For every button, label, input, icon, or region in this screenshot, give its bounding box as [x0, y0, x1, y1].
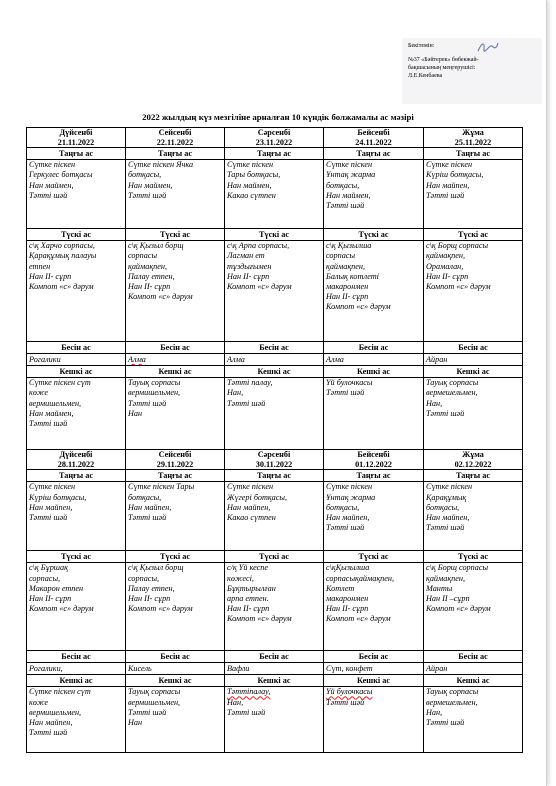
food-line: Тауық сорпасы — [426, 378, 479, 388]
food-line: ботқасы, — [426, 502, 460, 512]
food-line: сорпасы, — [128, 573, 160, 583]
food-line: с\қ Бұршақ — [29, 563, 68, 573]
meal-label-row — [27, 551, 523, 563]
food-cell — [126, 687, 225, 753]
meal-label: Бесін ас — [424, 651, 523, 663]
food-line: Алма — [227, 355, 245, 365]
food-line: Геркулес ботқасы — [29, 170, 93, 180]
food-cell — [126, 241, 225, 342]
food-line: Нан II- сұрп — [29, 271, 72, 281]
approval-line-4: Л.Е.Кенбаева — [408, 73, 443, 79]
food-line: с\қ Борщ сорпасы — [426, 241, 489, 251]
food-line: Тәтті шәй — [426, 408, 465, 418]
food-line: Тәтті шәй — [128, 398, 167, 408]
food-line: Вафли — [227, 664, 250, 674]
food-line: Компот «с» дәрум — [426, 604, 491, 614]
approval-stamp — [402, 38, 542, 104]
food-line: Тәтті палау, — [227, 378, 273, 388]
day-name: Дүйсенбі — [59, 450, 93, 460]
food-cell — [424, 663, 523, 675]
food-cell — [126, 378, 225, 450]
food-line: Нан маймен, — [227, 180, 272, 190]
meal-label: Түскі ас — [126, 229, 225, 241]
meal-label: Түскі ас — [324, 229, 424, 241]
food-line: вермишельмен, — [128, 388, 181, 398]
food-line: Тары ботқасы, — [227, 170, 281, 180]
food-cell — [424, 354, 523, 366]
food-line: арпа етпен. — [227, 593, 269, 603]
food-line: Тәтті шәй — [426, 190, 465, 200]
day-header-row — [27, 128, 523, 148]
food-line: Сүтке піскен Ячка — [128, 160, 194, 170]
food-line: қаймақпен, — [426, 573, 466, 583]
food-line: Ұнтақ жарма — [326, 170, 376, 180]
food-cell — [27, 687, 126, 753]
meal-label: Таңғы ас — [225, 470, 324, 482]
food-cell — [126, 563, 225, 651]
food-cell — [225, 378, 324, 450]
food-line: Сүтке піскен — [326, 482, 373, 492]
food-line: Нан маймен, — [128, 180, 173, 190]
meal-label-row — [27, 366, 523, 378]
meal-food-row — [27, 378, 523, 450]
meal-food-row — [27, 687, 523, 753]
food-line: макаронмен — [326, 593, 369, 603]
food-cell — [324, 160, 424, 229]
food-line: Орамалан, — [426, 261, 464, 271]
meal-label: Бесін ас — [126, 342, 225, 354]
meal-label: Кешкі ас — [324, 675, 424, 687]
day-date: 21.11.2022 — [57, 137, 95, 147]
food-line: Сүтке піскен — [227, 160, 274, 170]
meal-label: Бесін ас — [27, 651, 126, 663]
food-line: Компот «с» дәрум — [426, 282, 491, 291]
food-line: Тәтті шәй — [128, 707, 167, 717]
food-cell — [126, 482, 225, 551]
food-cell — [424, 482, 523, 551]
food-line: Тәтті шәй — [29, 419, 68, 428]
meal-label: Түскі ас — [126, 551, 225, 563]
food-line: ботқасы, — [128, 492, 162, 502]
food-line: Нан майпен, — [128, 502, 172, 512]
day-name: Дүйсенбі — [59, 128, 93, 137]
meal-label-row — [27, 229, 523, 241]
food-line: Нан II- сұрп — [227, 271, 270, 281]
food-cell — [324, 241, 424, 342]
meal-label: Түскі ас — [225, 229, 324, 241]
day-name: Бейсенбі — [357, 450, 390, 460]
food-line: ботқасы, — [326, 502, 360, 512]
food-line: Нан майпен, — [426, 180, 470, 190]
food-cell — [225, 354, 324, 366]
food-line: Сүт, конфет — [326, 664, 373, 674]
food-line: Сүтке піскен — [29, 160, 76, 170]
day-date: 22.11.2022 — [156, 137, 194, 147]
food-line: Айран — [426, 664, 448, 674]
meal-label: Бесін ас — [225, 651, 324, 663]
meal-label-row — [27, 675, 523, 687]
approval-line-3: бақшасының меңгерушісі: — [408, 65, 476, 71]
food-line: Тәтті шәй — [227, 398, 266, 408]
food-cell — [225, 241, 324, 342]
food-line: Нан маймен, — [29, 408, 74, 418]
food-cell — [225, 687, 324, 753]
food-line: Нан II- сұрп — [426, 271, 469, 281]
food-line: Котлет — [326, 583, 355, 593]
food-line: Тауық сорпасы — [426, 687, 479, 697]
food-line: Үй булочкасы — [326, 378, 373, 388]
day-date: 29.11.2022 — [156, 459, 194, 469]
food-cell — [324, 482, 424, 551]
food-line: Тәтті шәй — [426, 717, 465, 727]
food-line: Нан — [128, 717, 143, 727]
food-cell — [424, 378, 523, 450]
food-line: Сүтке піскен сүт — [29, 687, 91, 697]
meal-label: Кешкі ас — [324, 366, 424, 378]
food-cell — [27, 241, 126, 342]
meal-label: Түскі ас — [424, 551, 523, 563]
meal-label: Кешкі ас — [225, 675, 324, 687]
food-line: Палау етпен, — [128, 271, 175, 281]
day-name: Сәрсенбі — [257, 128, 291, 137]
food-line: с\қ Қызыл борщ — [128, 241, 184, 251]
food-line: Манты — [426, 583, 453, 593]
food-cell — [424, 563, 523, 651]
food-line: вермишельмен, — [29, 398, 82, 408]
food-cell — [324, 663, 424, 675]
day-date: 23.11.2022 — [255, 137, 293, 147]
food-line: Ұнтақ жарма — [326, 492, 376, 502]
food-cell — [424, 241, 523, 342]
food-line: Алма — [128, 355, 146, 365]
food-cell — [324, 378, 424, 450]
meal-label-row — [27, 651, 523, 663]
food-line: Күріш ботқасы, — [426, 170, 484, 180]
signature-icon — [476, 40, 500, 54]
food-line: Сүтке піскен — [426, 160, 473, 170]
food-line: Тәтті шәй — [128, 190, 167, 200]
food-line: Жүгері ботқасы, — [227, 492, 288, 502]
food-line: Рогалики — [29, 355, 61, 365]
day-date: 30.11.2022 — [255, 459, 293, 469]
food-line: Сүтке піскен — [426, 482, 473, 492]
food-line: с\қ Қызыл борщ — [128, 563, 184, 573]
meal-label: Таңғы ас — [424, 470, 523, 482]
meal-food-row — [27, 482, 523, 551]
food-line: Компот «с» дәрум — [29, 282, 94, 291]
day-date: 28.11.2022 — [57, 459, 95, 469]
meal-label: Бесін ас — [126, 651, 225, 663]
food-line: Тәтті шәй — [326, 388, 365, 398]
food-line: Тәтті шәй — [326, 697, 365, 707]
meal-label: Кешкі ас — [225, 366, 324, 378]
food-line: Компот «с» дәрум — [29, 604, 94, 614]
food-line: сорпасы — [326, 251, 355, 261]
day-name: Сәрсенбі — [257, 450, 291, 460]
food-line: Нан маймен, — [326, 190, 371, 200]
menu-title: 2022 жылдың күз мезгіліне арналған 10 күндік болжамалы ас мәзірі — [142, 112, 414, 122]
meal-label: Кешкі ас — [424, 366, 523, 378]
day-header — [424, 128, 523, 148]
meal-label: Түскі ас — [27, 229, 126, 241]
food-cell — [27, 563, 126, 651]
food-line: көже — [29, 388, 49, 398]
food-line: Тәтті шәй — [426, 523, 465, 533]
food-line: Қарақұмық — [426, 492, 467, 502]
meal-label: Кешкі ас — [27, 366, 126, 378]
food-line: Нан II- сұрп — [326, 604, 369, 614]
meal-label: Кешкі ас — [27, 675, 126, 687]
food-line: Нан майпен, — [29, 502, 73, 512]
food-line: Сүтке піскен Тары — [128, 482, 195, 492]
food-line: с\қ Қызылша — [326, 241, 372, 251]
meal-label: Таңғы ас — [27, 148, 126, 160]
food-line: Айран — [426, 355, 448, 365]
day-header — [27, 450, 126, 470]
food-line: Нан майпен, — [326, 512, 370, 522]
food-line: Нан майпен, — [426, 512, 470, 522]
meal-food-row — [27, 354, 523, 366]
meal-label-row — [27, 148, 523, 160]
food-line: Нан — [128, 408, 143, 418]
food-cell — [27, 482, 126, 551]
food-line: сорпасы, — [29, 573, 61, 583]
day-header — [225, 128, 324, 148]
meal-label: Таңғы ас — [324, 470, 424, 482]
food-line: Нан II –сұрп — [426, 593, 470, 603]
meal-label: Кешкі ас — [126, 366, 225, 378]
food-line: қаймақпен, — [426, 251, 466, 261]
food-line: Нан II- сұрп — [326, 292, 369, 302]
food-cell — [27, 378, 126, 450]
food-line: Тәтті шәй — [326, 523, 365, 533]
food-line: Какао сүтпен — [227, 190, 276, 200]
food-cell — [324, 687, 424, 753]
meal-label: Кешкі ас — [424, 675, 523, 687]
food-line: Нан, — [227, 697, 244, 707]
meal-label: Таңғы ас — [324, 148, 424, 160]
meal-label: Бесін ас — [324, 342, 424, 354]
food-line: Тәтті шәй — [29, 728, 68, 738]
approval-line-2: №37 «Бәйтерек» бөбекжай- — [408, 57, 479, 63]
food-line: Лагман ет — [227, 251, 265, 261]
meal-label-row — [27, 342, 523, 354]
food-line: Какао сүтпен — [227, 512, 276, 522]
day-name: Сейсенбі — [158, 128, 192, 137]
food-line: Нан маймен, — [29, 180, 74, 190]
food-line: Тәтті шәй — [29, 512, 68, 522]
meal-label: Кешкі ас — [126, 675, 225, 687]
food-line: вермишельмен, — [29, 707, 82, 717]
food-line: Сүтке піскен — [326, 160, 373, 170]
meal-food-row — [27, 160, 523, 229]
day-name: Бейсенбі — [357, 128, 390, 137]
day-header — [126, 450, 225, 470]
food-line: Нан II- сұрп — [128, 282, 171, 291]
meal-label: Түскі ас — [27, 551, 126, 563]
food-line: Нан II- сұрп — [227, 604, 270, 614]
food-line: Тауық сорпасы — [128, 687, 181, 697]
day-header — [424, 450, 523, 470]
food-line: етпен — [29, 261, 51, 271]
meal-label: Бесін ас — [324, 651, 424, 663]
food-line: Тәтті шәй — [29, 190, 68, 200]
food-line: Нан II- сұрп — [29, 593, 72, 603]
food-line: тұздығымен — [227, 261, 272, 271]
day-date: 02.12.2022 — [454, 459, 492, 469]
meal-label: Түскі ас — [324, 551, 424, 563]
day-header — [225, 450, 324, 470]
food-line: қаймақпен, — [326, 261, 366, 271]
meal-label: Таңғы ас — [27, 470, 126, 482]
food-line: Тәтті шәй — [128, 512, 167, 522]
food-line: макаронмен — [326, 282, 369, 291]
meal-label: Бесін ас — [225, 342, 324, 354]
meal-food-row — [27, 241, 523, 342]
food-line: Компот «с» дәрум — [128, 292, 193, 302]
food-line: көже — [29, 697, 49, 707]
food-line: Тауық сорпасы — [128, 378, 181, 388]
food-cell — [126, 354, 225, 366]
day-header — [324, 450, 424, 470]
food-line: Компот «с» дәрум — [326, 302, 391, 312]
meal-label: Таңғы ас — [126, 470, 225, 482]
day-date: 24.11.2022 — [355, 137, 392, 147]
food-line: Сүтке піскен — [29, 482, 76, 492]
food-line: Нан II- сұрп — [128, 593, 171, 603]
food-line: Макарон етпен — [29, 583, 84, 593]
food-line: Нан, — [426, 398, 443, 408]
day-header — [126, 128, 225, 148]
food-line: Бұқтырылған — [227, 583, 276, 593]
meal-label: Түскі ас — [424, 229, 523, 241]
food-line: Нан майпен, — [29, 717, 73, 727]
food-cell — [126, 160, 225, 229]
food-line: с/қ Үй кеспе — [227, 563, 268, 573]
food-line: Күріш ботқасы, — [29, 492, 87, 502]
food-line: с\қ Харчо сорпасы, — [29, 241, 95, 251]
day-name: Сейсенбі — [158, 450, 192, 460]
food-line: с\қ Борщ сорпасы — [426, 563, 489, 573]
food-cell — [225, 160, 324, 229]
meal-label: Таңғы ас — [225, 148, 324, 160]
meal-food-row — [27, 563, 523, 651]
food-line: Тәтті шәй — [326, 201, 365, 210]
food-line: көжесі, — [227, 573, 254, 583]
day-header-row — [27, 450, 523, 470]
food-cell — [126, 663, 225, 675]
meal-food-row — [27, 663, 523, 675]
meal-label: Түскі ас — [225, 551, 324, 563]
food-cell — [424, 687, 523, 753]
food-cell — [225, 663, 324, 675]
day-date: 25.11.2022 — [454, 137, 492, 147]
food-cell — [225, 563, 324, 651]
meal-label: Бесін ас — [424, 342, 523, 354]
food-line: Палау етпен, — [128, 583, 175, 593]
food-line: қаймақпен, — [128, 261, 168, 271]
meal-label: Таңғы ас — [126, 148, 225, 160]
food-line: вермешельмен, — [426, 697, 478, 707]
menu-table — [26, 127, 523, 753]
food-line: Балық котлеті — [326, 271, 379, 281]
food-line: ботқасы, — [128, 170, 162, 180]
food-line: Компот «с» дәрум — [326, 614, 391, 624]
food-line: Сүтке піскен — [227, 482, 274, 492]
food-line: Нан, — [426, 707, 443, 717]
food-line: сорпасы — [128, 251, 157, 261]
food-line: Алма — [326, 355, 344, 365]
food-line: Кисель — [128, 664, 152, 674]
food-cell — [27, 663, 126, 675]
food-line: Нан, — [227, 388, 244, 398]
food-cell — [27, 160, 126, 229]
food-line: с\қҚызылша — [326, 563, 370, 573]
food-line: Үй булочкасы — [326, 687, 373, 697]
food-cell — [424, 160, 523, 229]
day-header — [27, 128, 126, 148]
food-line: Сүтке піскен сүт — [29, 378, 91, 388]
food-cell — [225, 482, 324, 551]
food-cell — [27, 354, 126, 366]
day-date: 01.12.2022 — [355, 459, 392, 469]
food-line: Тәтті шәй — [227, 707, 266, 717]
approval-line-1: Бекітемін: — [408, 43, 435, 49]
meal-label: Бесін ас — [27, 342, 126, 354]
meal-label: Таңғы ас — [424, 148, 523, 160]
food-line: с\қ Арпа сорпасы, — [227, 241, 290, 251]
food-line: сорпасықаймақпен, — [326, 573, 394, 583]
meal-label-row — [27, 470, 523, 482]
food-line: Компот «с» дәрум — [128, 604, 193, 614]
day-name: Жұма — [462, 450, 484, 460]
food-line: Нан майпен, — [227, 502, 271, 512]
day-name: Жұма — [462, 128, 484, 137]
food-line: Компот «с» дәрум — [227, 614, 292, 624]
food-line: Рогалики, — [29, 664, 63, 674]
day-header — [324, 128, 424, 148]
food-cell — [324, 354, 424, 366]
food-line: Компот «с» дәрум — [227, 282, 292, 291]
food-line: вермешельмен, — [426, 388, 478, 398]
food-line: вермишельмен, — [128, 697, 181, 707]
food-line: Қарақұмық палауы — [29, 251, 97, 261]
food-line: ботқасы, — [326, 180, 360, 190]
menu-table-body — [27, 128, 523, 753]
food-line: Тәттіпалау, — [227, 687, 271, 697]
food-cell — [324, 563, 424, 651]
